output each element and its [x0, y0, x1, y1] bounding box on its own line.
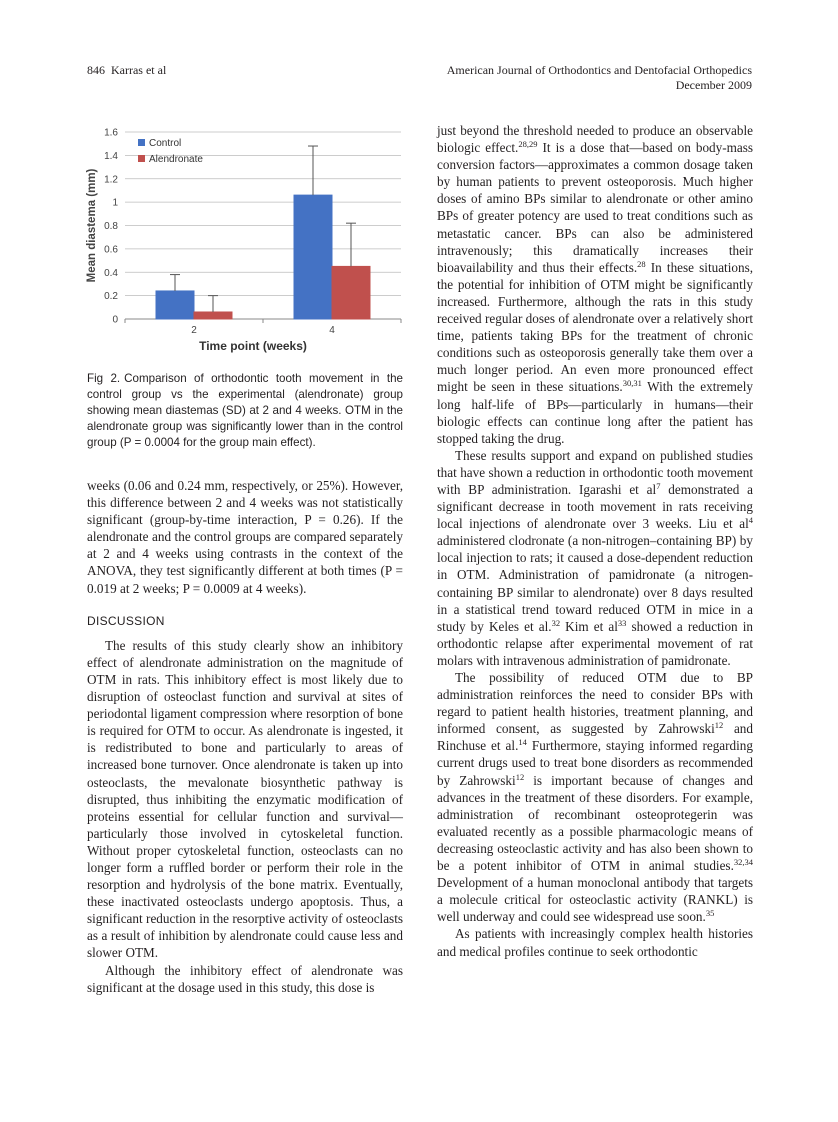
citation-ref: 33: [617, 617, 627, 628]
journal-title: American Journal of Orthodontics and Dentofacial Orthopedics: [446, 63, 752, 77]
figure-caption-label: Fig 2.: [87, 372, 121, 385]
discussion-paragraph-6: As patients with increasingly complex health histories and medical profiles continue to seek orthodontic: [437, 926, 753, 959]
citation-ref: 32,34: [733, 857, 753, 868]
citation-ref: 12: [515, 771, 525, 782]
bar-alendronate-week-2: [194, 312, 232, 319]
discussion-paragraph-1: The results of this study clearly show an inhibitory effect of alendronate administration on the magnitude of OTM in rats. This inhibitory effect is most likely due to disruption of osteoclast function and survival at sites of periodontal ligament compression where resorption of bone is required for OTM to occur. As alendronate is ingested, it is redistributed to bone and particularly to areas of increased bone turnover. Once alendronate is taken up into osteoclasts, the mevalonate biosynthetic pathway is disrupted, thus inhibiting the enzymatic modification of proteins essential for cellular function and survival—particularly those involved in cytoskeletal function. Without proper cytoskeletal function, osteoclasts can no longer form a ruffled border or perform their role in the resorption and hydrolysis of the bone matrix. Eventually, these inactivated osteoclasts undergo apoptosis. Thus, a significant reduction in the resorptive activity of osteoclasts as a result of inhibition by alendronate could cause less and slower OTM.: [87, 637, 403, 961]
page-number: 846: [87, 63, 105, 77]
citation-ref: 28,29: [518, 139, 538, 150]
legend-label-alendronate: Alendronate: [149, 154, 203, 165]
discussion-paragraph-3: just beyond the threshold needed to produce an observable biologic effect.$^{28,29}$ It is a dose that—based on body-mass conversion factors—approximates a common dosage taken by human patients to prevent osteoporosis. Much higher doses of amino BPs similar to alendronate or other amino BPs of greater potency are used to treat conditions such as metastatic cancer. BPs can also be administered intravenously; this dramatically increases their bioavailability and thus their effects.$^{28}$ In these situations, the potential for inhibition of OTM might be significantly increased. Furthermore, although the rats in this study received regular doses of alendronate over a relatively short time, patients taking BPs for the treatment of chronic conditions such as osteoporosis generally take them over a much longer period. An even more pronounced effect might be seen in these situations.$^{30,31}$ With the extremely long half-life of BPs—particularly in humans—their biologic effects can continue long after the patient has stopped taking the drug.: [437, 123, 753, 446]
figure-caption: [87, 371, 403, 451]
y-tick-label: 0: [112, 314, 118, 326]
citation-ref: 7: [656, 480, 661, 491]
x-tick-label: 4: [329, 325, 335, 336]
y-tick-label: 1.4: [104, 150, 118, 162]
discussion-paragraph-5: The possibility of reduced OTM due to BP administration reinforces the need to consider BPs with regard to patient health histories, treatment planning, and informed consent, as suggested by Zahrowski$^{12}$ and Rinchuse et al.$^{14}$ Furthermore, staying informed regarding current drugs used to treat bone disorders as recommended by Zahrowski$^{12}$ is important because of changes and advances in the treatment of these disorders. For example, administration of recombinant osteoprotegerin was evaluated recently as a possible pharmacologic means of decreasing osteoclastic activity and has also been shown to be a potent inhibitor of OTM in animal studies.$^{32,34}$ Development of a human monoclonal antibody that targets a molecule critical for osteoclastic activity (RANKL) is well underway and could see widespread use soon.$^{35}$: [437, 670, 753, 925]
running-authors: Karras et al: [111, 63, 167, 77]
results-continuation-paragraph: weeks (0.06 and 0.24 mm, respectively, or 25%). However, this difference between 2 and 4 weeks was not statistically significant (group-by-time interaction, P = 0.26). If the alendronate and the control groups are compared separately at 2 and 4 weeks using contrasts in the context of the ANOVA, they test significantly different at both times (P = 0.019 at 2 weeks; P = 0.0009 at 4 weeks).: [87, 478, 403, 596]
figure-2-bar-chart: [83, 122, 407, 358]
x-axis-label: Time point (weeks): [199, 339, 307, 353]
citation-ref: 32: [551, 617, 561, 628]
chart-legend: [138, 138, 203, 165]
citation-ref: 35: [705, 908, 715, 919]
x-tick-label: 2: [191, 325, 197, 336]
y-tick-label: 0.8: [104, 221, 118, 232]
bar-alendronate-week-4: [332, 266, 370, 319]
y-axis-ticks: [104, 128, 118, 326]
legend-swatch-alendronate: [138, 155, 145, 162]
discussion-heading: DISCUSSION: [87, 613, 165, 628]
y-axis-label: Mean diastema (mm): [86, 168, 98, 283]
citation-ref: 28: [637, 258, 646, 269]
left-text-column: [87, 477, 403, 996]
discussion-paragraph-2: Although the inhibitory effect of alendronate was significant at the dosage used in this study, this dose is: [87, 962, 403, 995]
y-tick-label: 1.2: [104, 174, 118, 186]
y-tick-label: 1: [112, 197, 118, 209]
running-header-right: [447, 63, 752, 93]
bar-control-week-4: [294, 195, 332, 319]
citation-ref: 4: [748, 515, 753, 526]
right-text-column: [437, 122, 753, 960]
y-tick-label: 0.6: [104, 244, 118, 256]
legend-label-control: Control: [149, 138, 182, 149]
y-tick-label: 0.2: [104, 291, 118, 303]
chart-bars: [156, 195, 370, 319]
citation-ref: 12: [714, 720, 724, 731]
issue-date: December 2009: [675, 78, 752, 92]
y-tick-label: 1.6: [104, 127, 118, 139]
running-header-left: [87, 63, 166, 78]
citation-ref: 14: [518, 737, 527, 748]
bar-control-week-2: [156, 291, 194, 319]
x-axis-ticks: [125, 319, 401, 336]
legend-swatch-control: [138, 139, 145, 146]
figure-caption-text: Comparison of orthodontic tooth movement in the control group vs the experimental (alendronate) group showing mean diastemas (SD) at 2 and 4 weeks. OTM in the alendronate group was significantly lower than in the control group (P = 0.0004 for the group main effect).: [87, 372, 403, 449]
discussion-paragraph-4: These results support and expand on published studies that have shown a reduction in orthodontic tooth movement with BP administration. Igarashi et $al^7$ demonstrated a significant decrease in tooth movement in rats receiving local injections of alendronate over 3 weeks. Liu et $al^4$ administered clodronate (a non-nitrogen–containing BP) by local injection to rats; it caused a dose-dependent reduction in OTM. Administration of pamidronate (a nitrogen-containing BP similar to alendronate) over 8 days resulted in a statistical trend toward reduced OTM in mice in a study by Keles et al.$^{32}$ Kim et $al^{33}$ showed a reduction in orthodontic relapse after experimental movement of rat molars with intravenous administration of pamidronate.: [437, 447, 754, 668]
citation-ref: 30,31: [622, 378, 642, 389]
y-tick-label: 0.4: [104, 267, 118, 279]
